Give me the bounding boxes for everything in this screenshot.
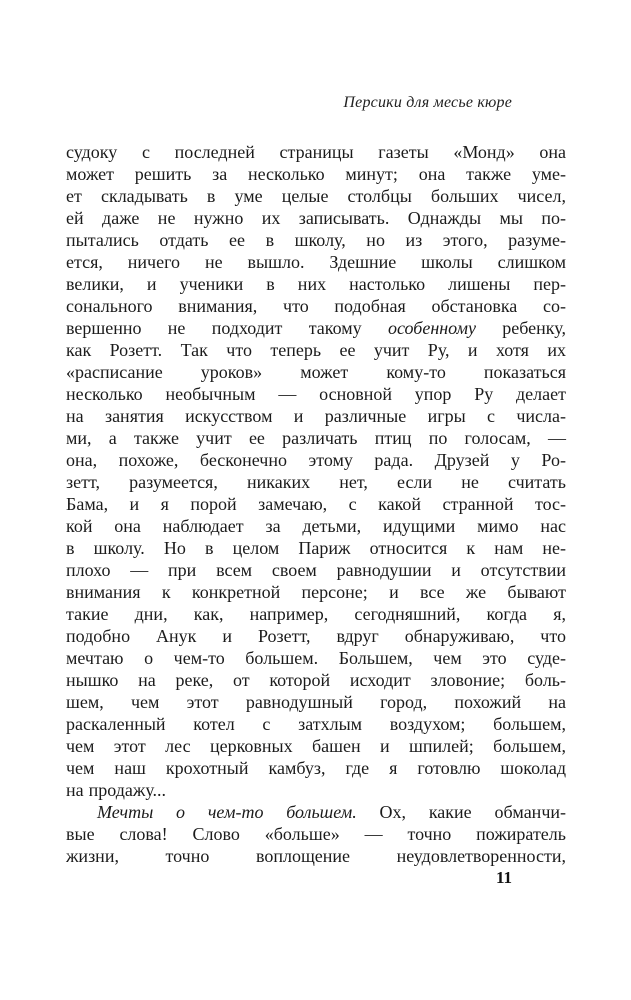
text-segment: жизни, точно воплощение неудовлетворенности, — [66, 846, 566, 866]
text-line — [66, 207, 566, 229]
text-line — [66, 823, 566, 845]
text-segment: Ох, какие обманчи- — [356, 802, 566, 822]
text-line — [66, 273, 566, 295]
text-segment: сонального внимания, что подобная обстановка со- — [66, 296, 566, 316]
text-line — [66, 251, 566, 273]
text-segment: в школу. Но в целом Париж относится к нам не- — [66, 538, 566, 558]
text-segment: велики, и ученики в них настолько лишены пер- — [66, 274, 566, 294]
text-segment: ет складывать в уме целые столбцы больших чисел, — [66, 186, 566, 206]
text-line — [66, 317, 566, 339]
text-segment: вершенно не подходит такому — [66, 318, 388, 338]
text-segment: мечтаю о чем-то большем. Большем, чем это суде- — [66, 648, 566, 668]
text-segment: такие дни, как, например, сегодняшний, когда я, — [66, 604, 566, 624]
text-line — [66, 339, 566, 361]
text-line — [66, 141, 566, 163]
text-line — [66, 471, 566, 493]
text-line — [66, 559, 566, 581]
text-segment: раскаленный котел с затхлым воздухом; большем, — [66, 714, 566, 734]
text-segment: кой она наблюдает за детьми, идущими мимо нас — [66, 516, 566, 536]
page-number: 11 — [495, 868, 512, 887]
italic-text-segment: особенному — [387, 318, 476, 338]
page-body — [66, 141, 566, 867]
text-line — [66, 185, 566, 207]
text-line — [66, 515, 566, 537]
text-line — [66, 757, 566, 779]
text-segment: на занятия искусством и различные игры с числа- — [66, 406, 566, 426]
text-line — [66, 779, 566, 801]
text-segment: шем, чем этот равнодушный город, похожий на — [66, 692, 566, 712]
text-segment: вые слова! Слово «больше» — точно пожиратель — [66, 824, 566, 844]
text-segment: внимания к конкретной персоне; и все же бывают — [66, 582, 566, 602]
text-segment: Бама, и я порой замечаю, с какой странной тос- — [66, 494, 566, 514]
text-segment: пытались отдать ее в школу, но из этого, разуме- — [66, 230, 566, 250]
text-segment: на продажу... — [66, 780, 167, 800]
text-segment: она, похоже, бесконечно этому рада. Друзей у Ро- — [66, 450, 566, 470]
text-segment: ми, а также учит ее различать птиц по голосам, — — [66, 428, 566, 448]
italic-text-segment: Мечты о чем-то большем. — [97, 802, 357, 822]
text-line — [66, 229, 566, 251]
text-segment: «расписание уроков» может кому-то показаться — [66, 362, 566, 382]
text-line — [66, 647, 566, 669]
text-line — [66, 669, 566, 691]
text-segment: судоку с последней страницы газеты «Монд» она — [66, 142, 566, 162]
text-segment: ется, ничего не вышло. Здешние школы слишком — [66, 252, 566, 272]
text-segment: нышко на реке, от которой исходит зловоние; боль- — [66, 670, 566, 690]
text-segment: несколько необычным — основной упор Ру делает — [66, 384, 566, 404]
text-line — [66, 383, 566, 405]
text-segment: как Розетт. Так что теперь ее учит Ру, и хотя их — [66, 340, 566, 360]
text-line — [66, 405, 566, 427]
text-segment: зетт, разумеется, никаких нет, если не считать — [66, 472, 566, 492]
text-line — [66, 581, 566, 603]
text-line — [66, 625, 566, 647]
text-line — [66, 845, 566, 867]
text-line — [66, 801, 566, 823]
text-line — [66, 493, 566, 515]
text-line — [66, 603, 566, 625]
text-line — [66, 295, 566, 317]
text-segment: ребенку, — [475, 318, 566, 338]
text-line — [66, 537, 566, 559]
text-segment: чем наш крохотный камбуз, где я готовлю шоколад — [66, 758, 566, 778]
text-segment: чем этот лес церковных башен и шпилей; большем, — [66, 736, 566, 756]
text-line — [66, 163, 566, 185]
text-segment: подобно Анук и Розетт, вдруг обнаруживаю, что — [66, 626, 566, 646]
text-segment: плохо — при всем своем равнодушии и отсутствии — [66, 560, 566, 580]
text-segment: может решить за несколько минут; она также уме- — [66, 164, 566, 184]
text-line — [66, 449, 566, 471]
text-line — [66, 361, 566, 383]
text-line — [66, 427, 566, 449]
running-header: Персики для месье кюре — [343, 94, 512, 111]
text-line — [66, 735, 566, 757]
text-segment: ей даже не нужно их записывать. Однажды мы по- — [66, 208, 566, 228]
text-line — [66, 713, 566, 735]
text-line — [66, 691, 566, 713]
